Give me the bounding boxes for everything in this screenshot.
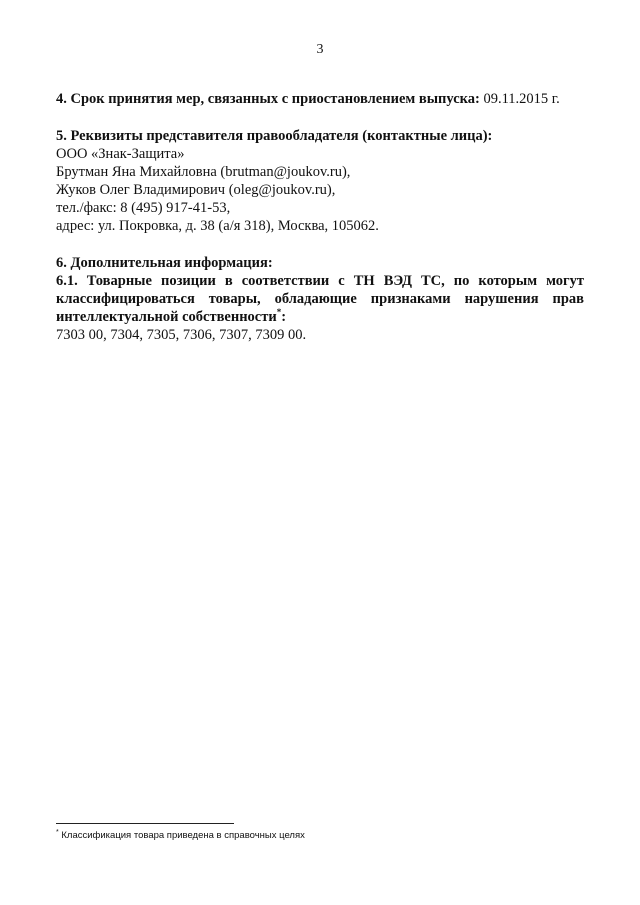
section-5-heading: 5. Реквизиты представителя правообладателя (контактные лица): — [56, 128, 493, 144]
subsection-6-1-line-1: 6.1. Товарные позиции в соответствии с ТН ВЭД ТС, по которым могут — [56, 273, 584, 289]
subsection-6-1-line-3 — [56, 308, 584, 326]
contact-phone: тел./факс: 8 (495) 917-41-53, — [56, 200, 231, 216]
section-6 — [56, 254, 584, 344]
subsection-6-1-line-2: классифицироваться товары, обладающие признаками нарушения прав — [56, 291, 584, 307]
footnote-text: Классификация товара приведена в справочных целях — [61, 830, 305, 842]
contact-person-1: Брутман Яна Михайловна (brutman@joukov.ru), — [56, 164, 351, 180]
footnote-mark: * — [56, 829, 59, 836]
section-4-heading: 4. Срок принятия мер, связанных с приостановлением выпуска: — [56, 91, 480, 107]
section-5 — [56, 127, 584, 235]
subsection-6-1-line-3-text: интеллектуальной собственности — [56, 309, 277, 325]
contact-company: ООО «Знак-Защита» — [56, 146, 185, 162]
contact-person-2: Жуков Олег Владимирович (oleg@joukov.ru), — [56, 182, 336, 198]
section-4-value: 09.11.2015 г. — [483, 91, 560, 107]
section-4 — [56, 90, 584, 108]
page-number: 3 — [316, 42, 324, 57]
footnote-reference: * — [276, 307, 282, 318]
contact-address: адрес: ул. Покровка, д. 38 (а/я 318), Москва, 105062. — [56, 218, 379, 234]
footnote-divider — [56, 823, 234, 824]
tnved-codes: 7303 00, 7304, 7305, 7306, 7307, 7309 00. — [56, 327, 307, 343]
footnote — [56, 829, 305, 841]
subsection-6-1-colon: : — [281, 309, 287, 325]
subsection-6-1 — [56, 272, 584, 326]
section-6-heading: 6. Дополнительная информация: — [56, 255, 273, 271]
document-body — [56, 90, 584, 363]
